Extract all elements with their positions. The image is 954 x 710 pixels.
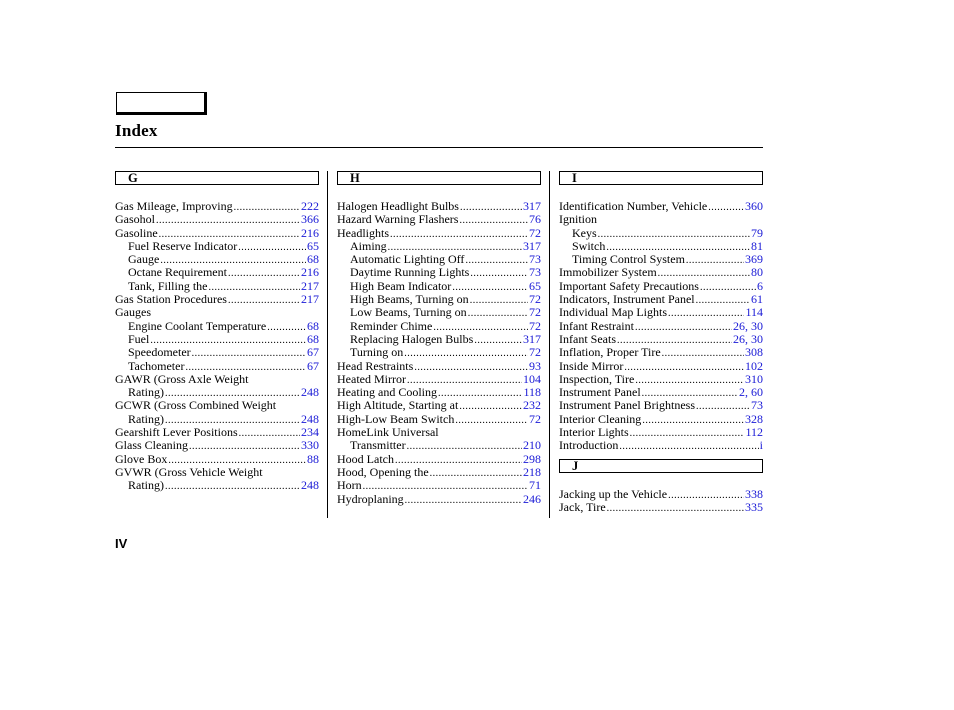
index-entry <box>559 266 763 279</box>
entry-label: Hydroplaning <box>337 491 404 506</box>
entry-label: Tank, Filling the <box>128 278 208 293</box>
entry-label: Ignition <box>559 212 597 227</box>
index-entry <box>559 413 763 426</box>
page-link[interactable]: 72 <box>529 318 541 333</box>
index-entry <box>337 386 541 399</box>
page-link[interactable]: 67 <box>307 358 319 373</box>
entry-label: Hood, Opening the <box>337 464 429 479</box>
entry-label: Interior Cleaning <box>559 411 642 426</box>
entries-i <box>559 200 763 453</box>
entry-label: Speedometer <box>128 345 191 360</box>
dot-leader <box>607 502 744 515</box>
index-entry <box>337 373 541 386</box>
index-entry <box>559 200 763 213</box>
entry-label: High Beam Indicator <box>350 278 452 293</box>
index-entry <box>559 333 763 346</box>
index-entry <box>559 399 763 412</box>
page-link[interactable]: 93 <box>529 358 541 373</box>
index-entry <box>559 240 763 253</box>
index-entry <box>115 453 319 466</box>
entry-label: Interior Lights <box>559 425 629 440</box>
page-link[interactable]: 72 <box>529 225 541 240</box>
page-link[interactable]: 246 <box>523 491 541 506</box>
dot-leader <box>459 214 528 227</box>
entry-label: Rating) <box>128 385 164 400</box>
dot-leader <box>470 267 528 280</box>
entry-label: Reminder Chime <box>350 318 433 333</box>
dot-leader <box>630 427 745 440</box>
column-divider <box>549 171 550 518</box>
page-link[interactable]: 81 <box>751 238 763 253</box>
entry-label: Individual Map Lights <box>559 305 667 320</box>
page-link[interactable]: 248 <box>301 385 319 400</box>
page-link[interactable]: 310 <box>745 371 763 386</box>
page-link[interactable]: 65 <box>307 238 319 253</box>
entry-label: Hazard Warning Flashers <box>337 212 459 227</box>
dot-leader <box>635 321 732 334</box>
index-entry <box>559 386 763 399</box>
entry-label: Replacing Halogen Bulbs <box>350 331 474 346</box>
page-link[interactable]: 234 <box>301 425 319 440</box>
index-entry <box>559 280 763 293</box>
entry-label: Heated Mirror <box>337 371 406 386</box>
index-entry <box>559 426 763 439</box>
index-entry <box>337 227 541 240</box>
dot-leader <box>192 347 306 360</box>
section-heading-g: G <box>115 171 319 185</box>
entry-label: Fuel Reserve Indicator <box>128 238 238 253</box>
dot-leader <box>468 307 528 320</box>
entry-label: Glove Box <box>115 451 168 466</box>
index-entry <box>559 501 763 514</box>
dot-leader <box>460 201 522 214</box>
entry-label: Instrument Panel Brightness <box>559 398 695 413</box>
page-link[interactable]: 114 <box>745 305 763 320</box>
entry-label: Tachometer <box>128 358 185 373</box>
index-entry <box>115 479 319 492</box>
dot-leader <box>474 334 522 347</box>
index-entry <box>337 213 541 226</box>
dot-leader <box>708 201 744 214</box>
index-entry <box>115 360 319 373</box>
index-column-h <box>337 171 541 506</box>
dot-leader <box>390 228 528 241</box>
entry-label: Identification Number, Vehicle <box>559 199 708 213</box>
page-link[interactable]: 369 <box>745 252 763 267</box>
dot-leader <box>407 440 522 453</box>
title-rule <box>115 147 763 148</box>
chapter-tab-box <box>116 92 207 115</box>
entry-label: Horn <box>337 478 362 493</box>
entry-label: Gauges <box>115 305 151 320</box>
entries-h <box>337 200 541 506</box>
index-entry <box>559 253 763 266</box>
page-link[interactable]: 61 <box>751 292 763 307</box>
index-entry <box>337 346 541 359</box>
dot-leader <box>696 400 750 413</box>
page-link[interactable]: 217 <box>301 278 319 293</box>
index-entry <box>337 293 541 306</box>
index-entry <box>337 453 541 466</box>
page-link[interactable]: 317 <box>523 331 541 346</box>
page-link[interactable]: 68 <box>307 331 319 346</box>
index-entry <box>337 439 541 452</box>
dot-leader <box>465 254 528 267</box>
entry-label: Daytime Running Lights <box>350 265 470 280</box>
index-entry <box>337 266 541 279</box>
dot-leader <box>696 294 750 307</box>
entry-label: Hood Latch <box>337 451 394 466</box>
page-link[interactable]: 72 <box>529 411 541 426</box>
dot-leader <box>414 361 528 374</box>
entry-label: Rating) <box>128 478 164 493</box>
page-link[interactable]: 80 <box>751 265 763 280</box>
entry-label: Automatic Lighting Off <box>350 252 465 267</box>
entry-label: Transmitter <box>350 438 406 453</box>
section-heading-h: H <box>337 171 541 185</box>
page-link[interactable]: 366 <box>301 212 319 227</box>
index-entry <box>337 320 541 333</box>
index-entry <box>337 200 541 213</box>
page-link[interactable]: 210 <box>523 438 541 453</box>
index-entry <box>115 333 319 346</box>
entry-label: Engine Coolant Temperature <box>128 318 267 333</box>
entry-label: Important Safety Precautions <box>559 278 699 293</box>
entry-label: Gasoline <box>115 225 158 240</box>
page-link[interactable]: 73 <box>529 252 541 267</box>
page-link[interactable]: 118 <box>523 385 541 400</box>
index-entry <box>115 413 319 426</box>
dot-leader <box>239 427 300 440</box>
page-link[interactable]: 2, 60 <box>739 385 763 400</box>
page-link[interactable]: 338 <box>745 486 763 501</box>
index-entry <box>559 306 763 319</box>
page-link[interactable]: i <box>759 438 763 453</box>
column-divider <box>327 171 328 518</box>
page-link[interactable]: 76 <box>529 212 541 227</box>
dot-leader <box>662 347 744 360</box>
entry-label: Switch <box>572 238 606 253</box>
page-link[interactable]: 217 <box>301 292 319 307</box>
dot-leader <box>470 294 528 307</box>
index-entry <box>559 227 763 240</box>
dot-leader <box>619 440 758 453</box>
index-entry <box>337 413 541 426</box>
page-link[interactable]: 232 <box>523 398 541 413</box>
index-column-i <box>559 171 763 514</box>
entry-label: Aiming <box>350 238 387 253</box>
index-entry <box>337 426 541 439</box>
index-entry <box>337 360 541 373</box>
entries-g <box>115 200 319 493</box>
page-link[interactable]: 216 <box>301 265 319 280</box>
index-entry <box>559 439 763 452</box>
entry-label: HomeLink Universal <box>337 425 439 440</box>
dot-leader <box>459 400 522 413</box>
dot-leader <box>642 414 744 427</box>
entry-label: Headlights <box>337 225 389 240</box>
page-link[interactable]: 222 <box>301 199 319 213</box>
dot-leader <box>228 267 300 280</box>
page-link[interactable]: 71 <box>529 478 541 493</box>
page-link[interactable]: 317 <box>523 199 541 213</box>
index-entry <box>337 240 541 253</box>
page-link[interactable]: 67 <box>307 345 319 360</box>
page-link[interactable]: 79 <box>751 225 763 240</box>
entry-label: GCWR (Gross Combined Weight <box>115 398 277 413</box>
entry-label: Turning on <box>350 345 404 360</box>
index-entry <box>115 346 319 359</box>
index-entry <box>115 306 319 319</box>
index-entry <box>115 386 319 399</box>
dot-leader <box>430 467 522 480</box>
page-link[interactable]: 6 <box>757 278 763 293</box>
page-link[interactable]: 298 <box>523 451 541 466</box>
index-entry <box>559 373 763 386</box>
page-link[interactable]: 248 <box>301 411 319 426</box>
index-entry <box>115 266 319 279</box>
dot-leader <box>234 201 300 214</box>
dot-leader <box>228 294 300 307</box>
dot-leader <box>156 214 300 227</box>
page-link[interactable]: 218 <box>523 464 541 479</box>
index-entry <box>115 293 319 306</box>
dot-leader <box>189 440 300 453</box>
index-entry <box>115 280 319 293</box>
index-entry <box>115 320 319 333</box>
index-entry <box>559 488 763 501</box>
page-link[interactable]: 73 <box>529 265 541 280</box>
page-link[interactable]: 330 <box>301 438 319 453</box>
entry-label: Keys <box>572 225 597 240</box>
page-link[interactable]: 68 <box>307 318 319 333</box>
index-entry <box>115 240 319 253</box>
index-entry <box>559 346 763 359</box>
page-link[interactable]: 26, 30 <box>733 331 763 346</box>
dot-leader <box>635 374 744 387</box>
page-link[interactable]: 216 <box>301 225 319 240</box>
entry-label: Octane Requirement <box>128 265 227 280</box>
page-link[interactable]: 360 <box>745 199 763 213</box>
page-link[interactable]: 73 <box>751 398 763 413</box>
dot-leader <box>668 489 744 502</box>
page-link[interactable]: 65 <box>529 278 541 293</box>
entry-label: Indicators, Instrument Panel <box>559 292 695 307</box>
dot-leader <box>624 361 744 374</box>
dot-leader <box>404 347 528 360</box>
entry-label: Inside Mirror <box>559 358 624 373</box>
index-entry <box>337 399 541 412</box>
page-link[interactable]: 72 <box>529 345 541 360</box>
page-link[interactable]: 72 <box>529 292 541 307</box>
page-link[interactable]: 102 <box>745 358 763 373</box>
entry-label: Head Restraints <box>337 358 414 373</box>
entry-label: Glass Cleaning <box>115 438 188 453</box>
index-entry <box>337 306 541 319</box>
entry-label: GAWR (Gross Axle Weight <box>115 371 249 386</box>
entry-label: Rating) <box>128 411 164 426</box>
entry-label: Gasohol <box>115 212 155 227</box>
page-link[interactable]: 317 <box>523 238 541 253</box>
index-entry <box>337 253 541 266</box>
page-title: Index <box>115 121 158 140</box>
dot-leader <box>455 414 528 427</box>
index-entry <box>559 293 763 306</box>
index-entry <box>337 333 541 346</box>
entry-label: Infant Seats <box>559 331 616 346</box>
page-number: IV <box>115 536 128 551</box>
dot-leader <box>165 480 300 493</box>
page-link[interactable]: 112 <box>745 425 763 440</box>
index-entry <box>337 466 541 479</box>
entry-label: Infant Restraint <box>559 318 634 333</box>
entry-label: Inflation, Proper Tire <box>559 345 661 360</box>
entry-label: Gearshift Lever Positions <box>115 425 238 440</box>
entry-label: Inspection, Tire <box>559 371 635 386</box>
dot-leader <box>267 321 306 334</box>
entry-label: Instrument Panel <box>559 385 641 400</box>
index-entry <box>115 213 319 226</box>
dot-leader <box>598 228 750 241</box>
index-entry <box>115 373 319 386</box>
entry-label: High Beams, Turning on <box>350 292 469 307</box>
index-entry <box>115 200 319 213</box>
entry-label: Low Beams, Turning on <box>350 305 467 320</box>
page-link[interactable]: 104 <box>523 371 541 386</box>
entry-label: Immobilizer System <box>559 265 657 280</box>
index-entry <box>337 493 541 506</box>
page-link[interactable]: 328 <box>745 411 763 426</box>
page-link[interactable]: 308 <box>745 345 763 360</box>
entry-label: Jacking up the Vehicle <box>559 486 668 501</box>
index-entry <box>115 399 319 412</box>
dot-leader <box>686 254 744 267</box>
entries-j <box>559 488 763 515</box>
index-entry <box>115 439 319 452</box>
page-link[interactable]: 68 <box>307 252 319 267</box>
entry-label: Halogen Headlight Bulbs <box>337 199 459 213</box>
page-link[interactable]: 26, 30 <box>733 318 763 333</box>
entry-label: Jack, Tire <box>559 499 606 514</box>
page-link[interactable]: 72 <box>529 305 541 320</box>
entry-label: High-Low Beam Switch <box>337 411 455 426</box>
entry-label: GVWR (Gross Vehicle Weight <box>115 464 263 479</box>
entry-label: Gauge <box>128 252 160 267</box>
entry-label: Fuel <box>128 331 150 346</box>
index-entry <box>115 426 319 439</box>
index-entry <box>115 466 319 479</box>
section-heading-i: I <box>559 171 763 185</box>
index-entry <box>115 253 319 266</box>
index-entry <box>115 227 319 240</box>
entry-label: High Altitude, Starting at <box>337 398 459 413</box>
index-entry <box>337 280 541 293</box>
entry-label: Gas Mileage, Improving <box>115 199 233 213</box>
entry-label: Heating and Cooling <box>337 385 437 400</box>
index-entry <box>337 479 541 492</box>
index-column-g <box>115 171 319 493</box>
index-entry <box>559 213 763 226</box>
entry-label: Gas Station Procedures <box>115 292 227 307</box>
page-link[interactable]: 335 <box>745 499 763 514</box>
subsection-j <box>559 459 763 515</box>
page-link[interactable]: 248 <box>301 478 319 493</box>
index-entry <box>559 320 763 333</box>
entry-label: Timing Control System <box>572 252 685 267</box>
dot-leader <box>700 281 756 294</box>
entry-label: Introduction <box>559 438 619 453</box>
index-entry <box>559 360 763 373</box>
dot-leader <box>238 241 306 254</box>
page-link[interactable]: 88 <box>307 451 319 466</box>
section-heading-j: J <box>559 459 763 473</box>
dot-leader <box>405 494 522 507</box>
